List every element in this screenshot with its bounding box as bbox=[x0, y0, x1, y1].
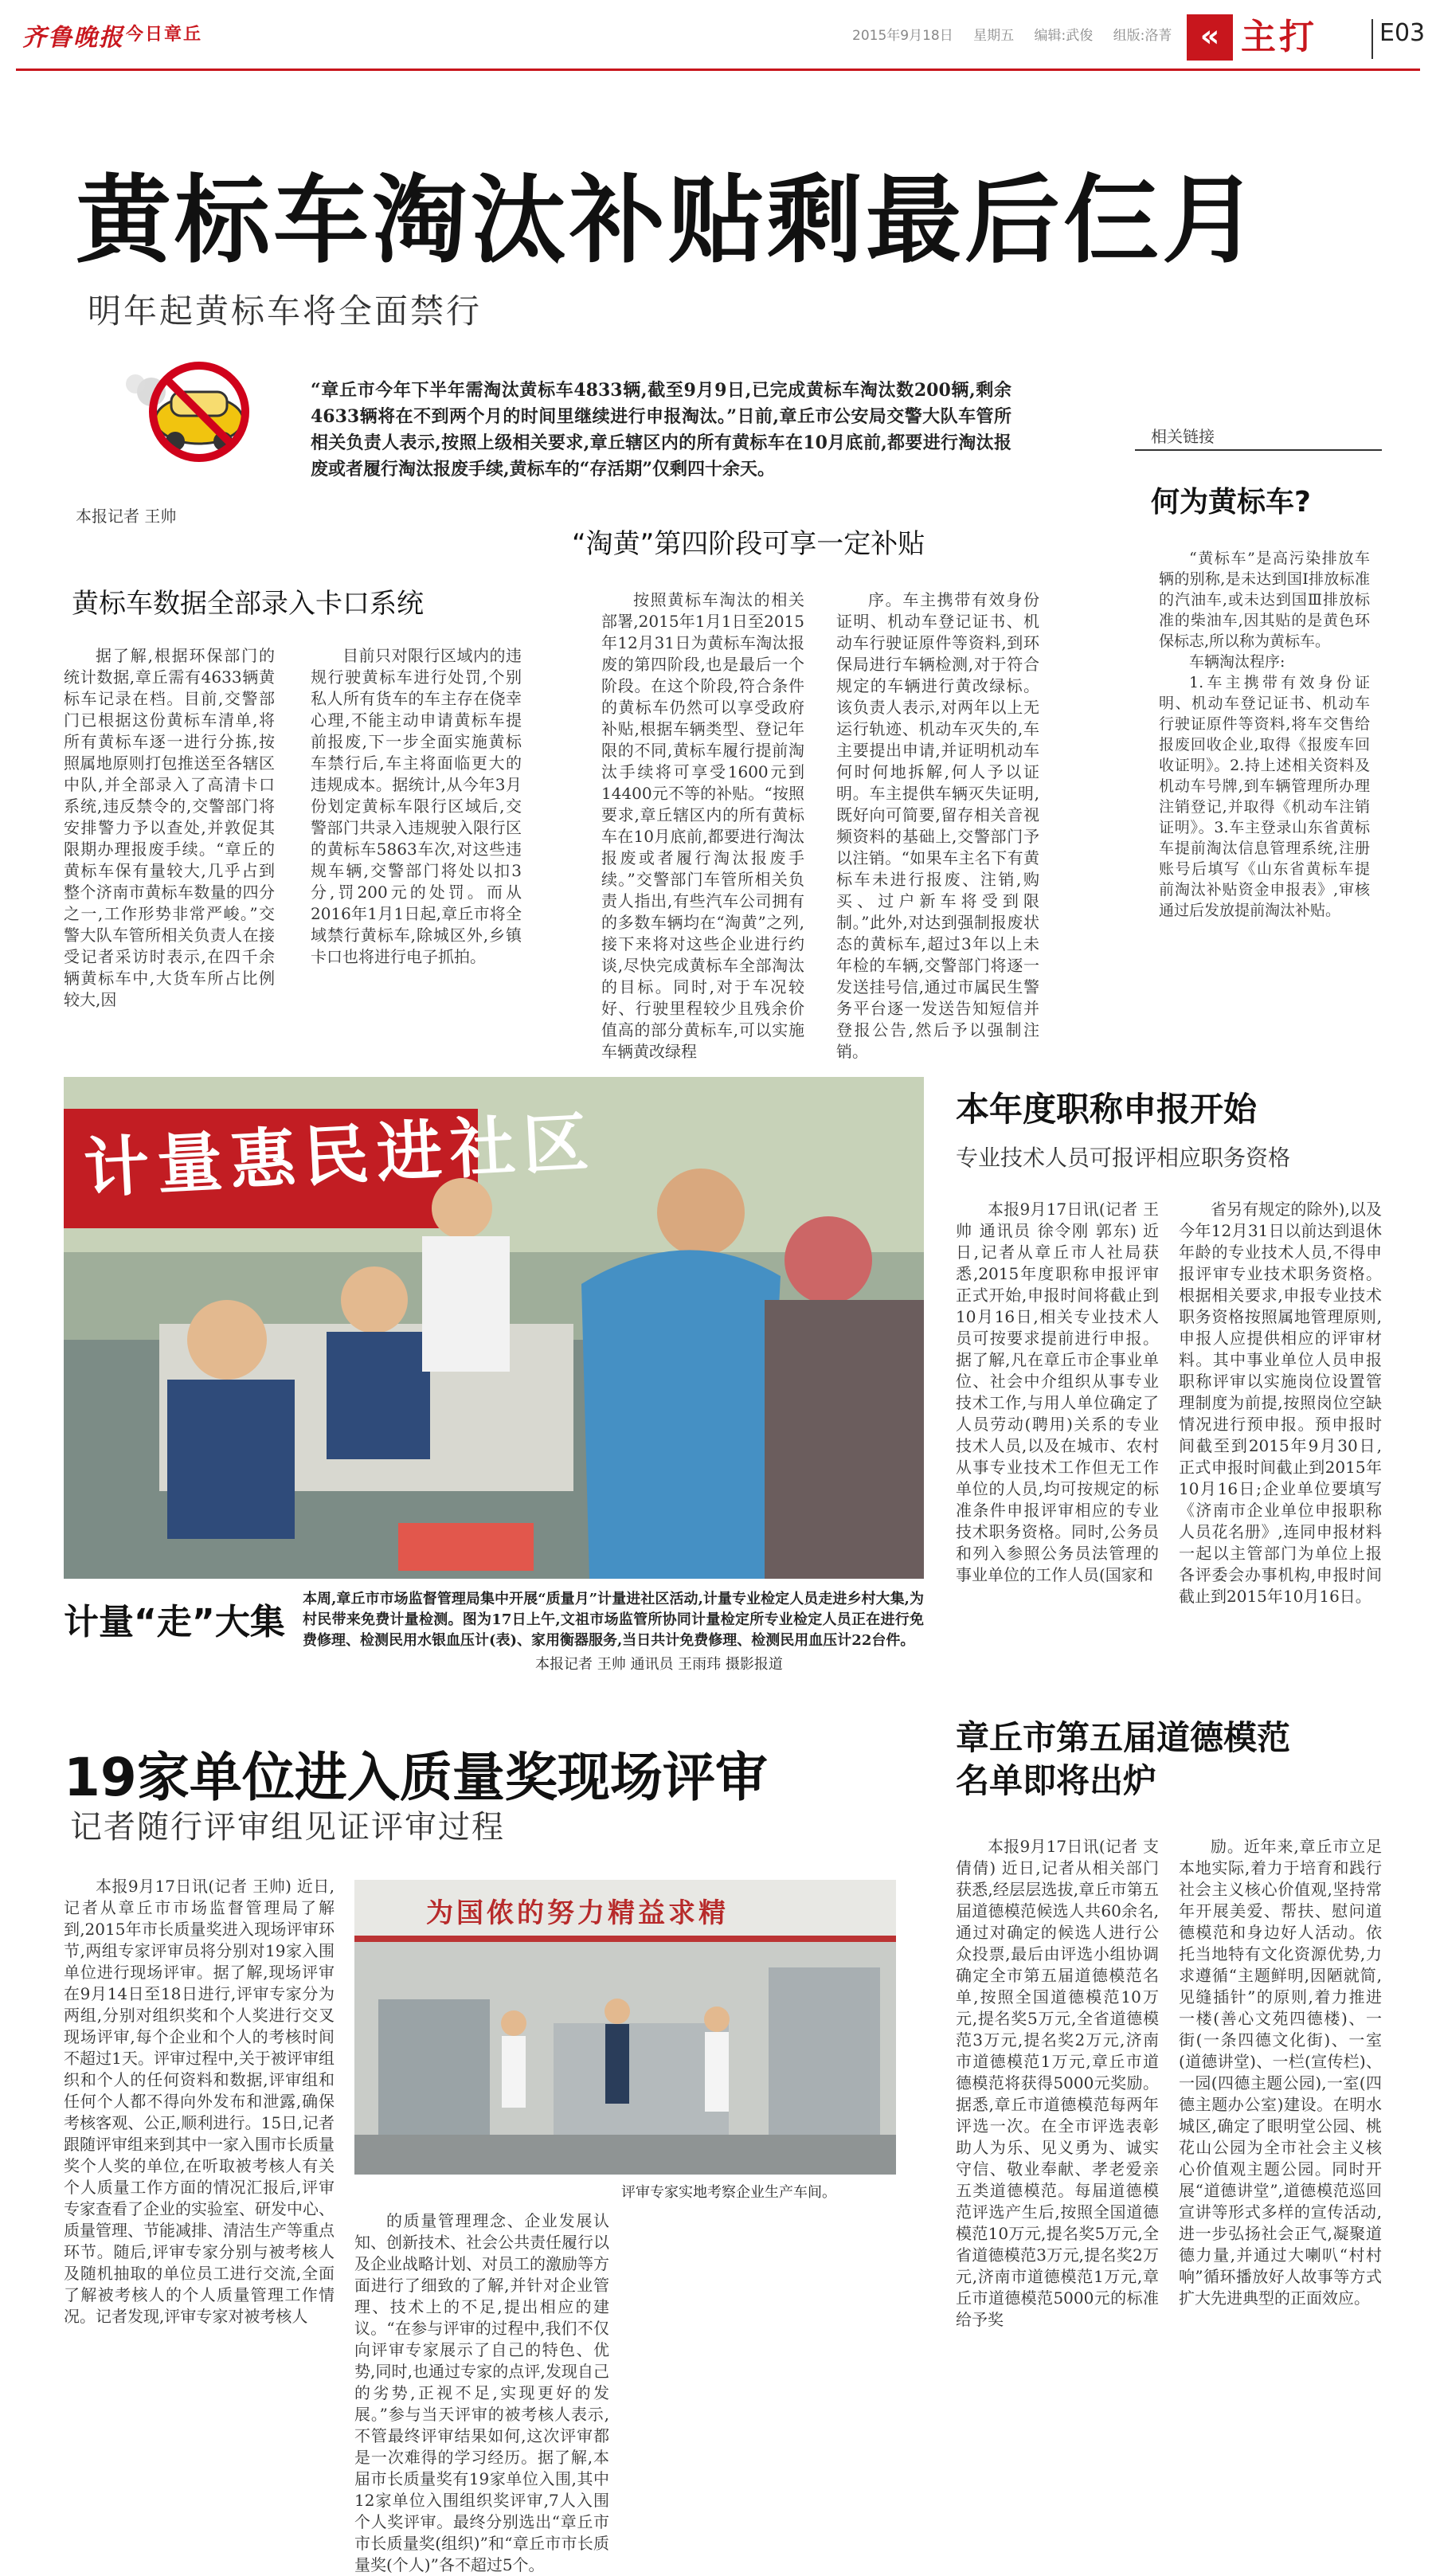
page-number: E03 bbox=[1379, 19, 1426, 47]
lead-column-1 bbox=[64, 645, 275, 1020]
date-line bbox=[852, 24, 1172, 44]
weekday: 星期五 bbox=[973, 28, 1015, 44]
editor: 编辑:武俊 bbox=[1034, 28, 1094, 44]
factory-photo-caption: 评审专家实地考察企业生产车间。 bbox=[621, 2184, 836, 2201]
moral-story-column-1 bbox=[956, 1836, 1159, 2417]
title-story-column-2-text: 省另有规定的除外),以及今年12月31日以前达到退休年龄的专业技术人员,不得申报评审专业技术职务资格。根据相关要求,申报专业技术职务资格按照属地管理原则,申报人应提供相应的评审材料。其中事业单位人员申报职称评审以实施岗位设置管理制度为前提,按照岗位空缺情况进行预申报。预申报时间截至到2015年9月30日,正式申报时间截止到2015年10月16日;企业单位要填写《济南市企业单位申报职称人员花名册》,连同申报材料一起以主管部门为单位上报各评委会办事机构,申报时间截止到2015年10月16日。 bbox=[1179, 1200, 1382, 1606]
paper-logo: 齐鲁晚报 bbox=[22, 24, 124, 52]
moral-story-column-2 bbox=[1179, 1836, 1382, 2417]
quality-story-column-2-text: 的质量管理理念、企业发展认知、创新技术、社会公共责任履行以及企业战略计划、对员工的激励等方面进行了细致的了解,并针对企业管理、技术上的不足,提出相应的建议。“在参与评审的过程中,我们不仅向评审专家展示了自己的特色、优势,同时,也通过专家的点评,发现自己的劣势,正视不足,实现更好的发展。”参与当天评审的被考核人表示,不管最终评审结果如何,这次评审都是一次难得的学习经历。据了解,本届市长质量奖有19家单位入围,其中12家单位入围组织奖评审,7人入围个人奖评审。最终分别选出“章丘市市长质量奖(组织)”和“章丘市市长质量奖(个人)”各不超过5个。 bbox=[354, 2211, 609, 2574]
factory-sign: 为国侬的努力精益求精 bbox=[426, 1897, 729, 1929]
sidebar-tag-rule bbox=[1135, 449, 1382, 451]
sidebar-tag: 相关链接 bbox=[1151, 427, 1215, 446]
photo-caption: 本周,章丘市市场监督管理局集中开展“质量月”计量进社区活动,计量专业检定人员走进乡村大集,为村民带来免费计量检测。图为17日上午,文祖市场监管所协同计量检定所专业检定人员正在进行免费修理、检测民用水银血压计(表)、家用衡器服务,当日共计免费修理、检测民用血压计22台件。 bbox=[303, 1591, 924, 1649]
lead-column-2 bbox=[311, 645, 522, 1020]
lead-column-2-text: 目前只对限行区域内的违规行驶黄标车进行处罚,个别私人所有货车的车主存在侥幸心理,不能主动申请黄标车提前报废,下一步全面实施黄标车禁行后,车主将面临更大的违规成本。据统计,从今年3月份划定黄标车限行区域后,交警部门共录入违规驶入限行区的黄标车5863车次,对这些违规车辆,交警部门将处以扣3分,罚200元的处罚。而从2016年1月1日起,章丘市将全域禁行黄标车,除城区外,乡镇卡口也将进行电子抓拍。 bbox=[311, 646, 522, 966]
masthead-rule bbox=[16, 69, 1420, 71]
section-heading-2: “淘黄”第四阶段可享一定补贴 bbox=[572, 528, 925, 560]
factory-photo bbox=[354, 1880, 896, 2175]
designer: 组版:洛菁 bbox=[1113, 28, 1172, 44]
lead-column-3 bbox=[601, 589, 804, 1061]
sidebar-title: 何为黄标车? bbox=[1151, 486, 1311, 519]
title-story-column-2 bbox=[1179, 1199, 1382, 1669]
masthead bbox=[0, 0, 1436, 76]
title-story-headline: 本年度职称申报开始 bbox=[956, 1090, 1258, 1129]
moral-story-headline-line1: 章丘市第五届道德模范 bbox=[956, 1718, 1291, 1757]
quality-story-subhead: 记者随行评审组见证评审过程 bbox=[70, 1809, 505, 1846]
title-story-column-1-text: 本报9月17日讯(记者 王帅 通讯员 徐令刚 郭东) 近日,记者从章丘市人社局获悉,2015年度职称申报评审正式开始,申报时间将截止到10月16日,相关专业技术人员可按要求提前进行申报。据了解,凡在章丘市企事业单位、社会中介组织从事专业技术工作,与用人单位确定了人员劳动(聘用)关系的专业技术人员,以及在城市、农村从事专业技术工作但无工作单位的人员,均可按规定的标准条件申报评审相应的专业技术职务资格。同时,公务员和列入参照公务员法管理的事业单位的工作人员(国家和 bbox=[956, 1200, 1159, 1584]
quality-story-column-1-text: 本报9月17日讯(记者 王帅) 近日,记者从章丘市市场监督管理局了解到,2015年市长质量奖进入现场评审环节,两组专家评审员将分别对19家入围单位进行现场评审。据了解,现场评审在9月14日至18日进行,评审专家分为两组,分别对组织奖和个人奖进行交叉现场评审,每个企业和个人的考核时间不超过1天。评审过程中,关于被评审组织和个人的任何资料和数据,评审组和任何个人都不得向外发布和泄露,确保考核客观、公正,顺利进行。15日,记者跟随评审组来到其中一家入围市长质量奖个人奖的单位,在听取被考核人有关个人质量工作方面的情况汇报后,评审专家查看了企业的实验室、研发中心、质量管理、节能减排、清洁生产等重点环节。随后,评审专家分别与被考核人及随机抽取的单位员工进行交流,全面了解被考核人的个人质量管理工作情况。记者发现,评审专家对被考核人 bbox=[64, 1877, 335, 2326]
quality-story-column-1 bbox=[64, 1876, 335, 2417]
column-badge bbox=[1187, 14, 1358, 61]
section-name: 今日章丘 bbox=[126, 25, 203, 45]
lead-byline: 本报记者 王帅 bbox=[76, 507, 177, 526]
sidebar-body bbox=[1159, 548, 1370, 921]
lead-column-4 bbox=[836, 589, 1039, 1061]
lead-column-1-text: 据了解,根据环保部门的统计数据,章丘需有4633辆黄标车记录在档。目前,交警部门已根据这份黄标车清单,将所有黄标车逐一进行分拣,按照属地原则打包推送至各辖区中队,并全部录入了高清卡口系统,违反禁令的,交警部门将安排警力予以查处,并敦促其限期办理报废手续。“章丘的黄标车保有量较大,几乎占到整个济南市黄标车数量的四分之一,工作形势非常严峻。”交警大队车管所相关负责人在接受记者采访时表示,在四千余辆黄标车中,大货车所占比例较大,因 bbox=[64, 646, 275, 1009]
double-chevron-icon: « bbox=[1187, 14, 1233, 61]
moral-story-headline bbox=[956, 1717, 1290, 1803]
section-heading-1: 黄标车数据全部录入卡口系统 bbox=[72, 588, 424, 620]
title-story-column-1 bbox=[956, 1199, 1159, 1669]
sidebar-definition: “黄标车”是高污染排放车辆的别称,是未达到国Ⅰ排放标准的汽油车,或未达到国Ⅲ排放标准的柴油车,因其贴的是黄色环保标志,所以称为黄标车。 bbox=[1159, 550, 1370, 650]
page-divider bbox=[1371, 19, 1373, 59]
lead-column-4-text: 序。车主携带有效身份证明、机动车登记证书、机动车行驶证原件等资料,到环保局进行车辆检测,对于符合规定的车辆进行黄改绿标。该负责人表示,对两年以上无运行轨迹、机动车灭失的,车主要提出申请,并证明机动车何时何地拆解,何人予以证明。车主提供车辆灭失证明,既好向可简要,留存相关音视频资料的基础上,交警部门予以注销。“如果车主名下有黄标车未进行报废、注销,购买、过户新车将受到限制。”此外,对达到强制报废状态的黄标车,超过3年以上未年检的车辆,交警部门将逐一发送挂号信,通过市属民生警务平台逐一发送告知短信并登报公告,然后予以强制注销。 bbox=[836, 590, 1039, 1061]
no-yellow-car-icon bbox=[64, 344, 259, 464]
banner-text: 计量惠民进社区 bbox=[81, 1105, 599, 1208]
lead-subhead: 明年起黄标车将全面禁行 bbox=[88, 292, 483, 331]
market-photo bbox=[64, 1077, 924, 1579]
quality-story-headline: 19家单位进入质量奖现场评审 bbox=[64, 1747, 768, 1808]
date: 2015年9月18日 bbox=[852, 28, 953, 44]
sidebar-steps: 1.车主携带有效身份证明、机动车登记证书、机动车行驶证原件等资料,将车交售给报废回收企业,取得《报废车回收证明》。2.持上述相关资料及机动车号牌,到车辆管理所办理注销登记,并取得《机动车注销证明》。3.车主登录山东省黄标车提前淘汰信息管理系统,注册账号后填写《山东省黄标车提前淘汰补贴资金申报表》,审核通过后发放提前淘汰补贴。 bbox=[1159, 674, 1370, 919]
sidebar-steps-title: 车辆淘汰程序: bbox=[1189, 653, 1285, 671]
column-name: 主打 bbox=[1241, 17, 1317, 57]
lead-headline: 黄标车淘汰补贴剩最后仨月 bbox=[76, 166, 1261, 276]
quality-story-column-2 bbox=[354, 2210, 609, 2574]
photo-story-title: 计量“走”大集 bbox=[64, 1602, 285, 1642]
moral-story-headline-line2: 名单即将出炉 bbox=[956, 1761, 1157, 1800]
photo-credit: 本报记者 王帅 通讯员 王雨玮 摄影报道 bbox=[535, 1656, 783, 1673]
moral-story-column-2-text: 励。近年来,章丘市立足本地实际,着力于培育和践行社会主义核心价值观,坚持常年开展美爱、帮扶、慰问道德模范和身边好人活动。依托当地特有文化资源优势,力求遵循“主题鲜明,因陋就简,见缝插针”的原则,着力推进一楼(善心文苑四德楼)、一街(一条四德文化街)、一室(道德讲堂)、一栏(宣传栏)、一园(四德主题公园),一室(四德主题办公室)建设。在明水城区,确定了眼明堂公园、桃花山公园为全市社会主义核心价值观主题公园。同时开展“道德讲堂”,道德模范巡回宣讲等形式多样的宣传活动,进一步弘扬社会正气,凝聚道德力量,并通过大喇叭“村村响”循环播放好人故事等方式扩大先进典型的正面效应。 bbox=[1179, 1837, 1382, 2308]
title-story-subhead: 专业技术人员可报评相应职务资格 bbox=[956, 1145, 1291, 1171]
moral-story-column-1-text: 本报9月17日讯(记者 支倩倩) 近日,记者从相关部门获悉,经层层选拔,章丘市第五届道德模范候选人共60余名,通过对确定的候选人进行公众投票,最后由评选小组协调确定全市第五届道德模范名单,按照全国道德模范10万元,提名奖5万元,全省道德模范3万元,提名奖2万元,济南市道德模范1万元,章丘市道德模范将获得5000元奖励。据悉,章丘市道德模范每两年评选一次。在全市评选表彰助人为乐、见义勇为、诚实守信、敬业奉献、孝老爱亲五类道德模范。每届道德模范评选产生后,按照全国道德模范10万元,提名奖5万元,全省道德模范3万元,提名奖2万元,济南市道德模范1万元,章丘市道德模范5000元的标准给予奖 bbox=[956, 1837, 1159, 2329]
lead-summary: “章丘市今年下半年需淘汰黄标车4833辆,截至9月9日,已完成黄标车淘汰数200辆,剩余4633辆将在不到两个月的时间里继续进行申报淘汰。”日前,章丘市公安局交警大队车管所相关负责人表示,按照上级相关要求,章丘辖区内的所有黄标车在10月底前,都要进行淘汰报废或者履行淘汰报废手续,黄标车的“存活期”仅剩四十余天。 bbox=[311, 380, 1011, 480]
lead-column-3-text: 按照黄标车淘汰的相关部署,2015年1月1日至2015年12月31日为黄标车淘汰报废的第四阶段,也是最后一个阶段。在这个阶段,符合条件的黄标车仍然可以享受政府补贴,根据车辆类型、登记年限的不同,黄标车履行提前淘汰手续将可享受1600元到14400元不等的补贴。“按照要求,章丘辖区内的所有黄标车在10月底前,都要进行淘汰报废或者履行淘汰报废手续。”交警部门车管所相关负责人指出,有些汽车公司拥有的多数车辆均在“淘黄”之列,接下来将对这些企业进行约谈,尽快完成黄标车全部淘汰的目标。同时,对于车况较好、行驶里程较少且残余价值高的部分黄标车,可以实施车辆黄改绿程 bbox=[601, 590, 804, 1061]
sidebar bbox=[1135, 414, 1382, 1020]
